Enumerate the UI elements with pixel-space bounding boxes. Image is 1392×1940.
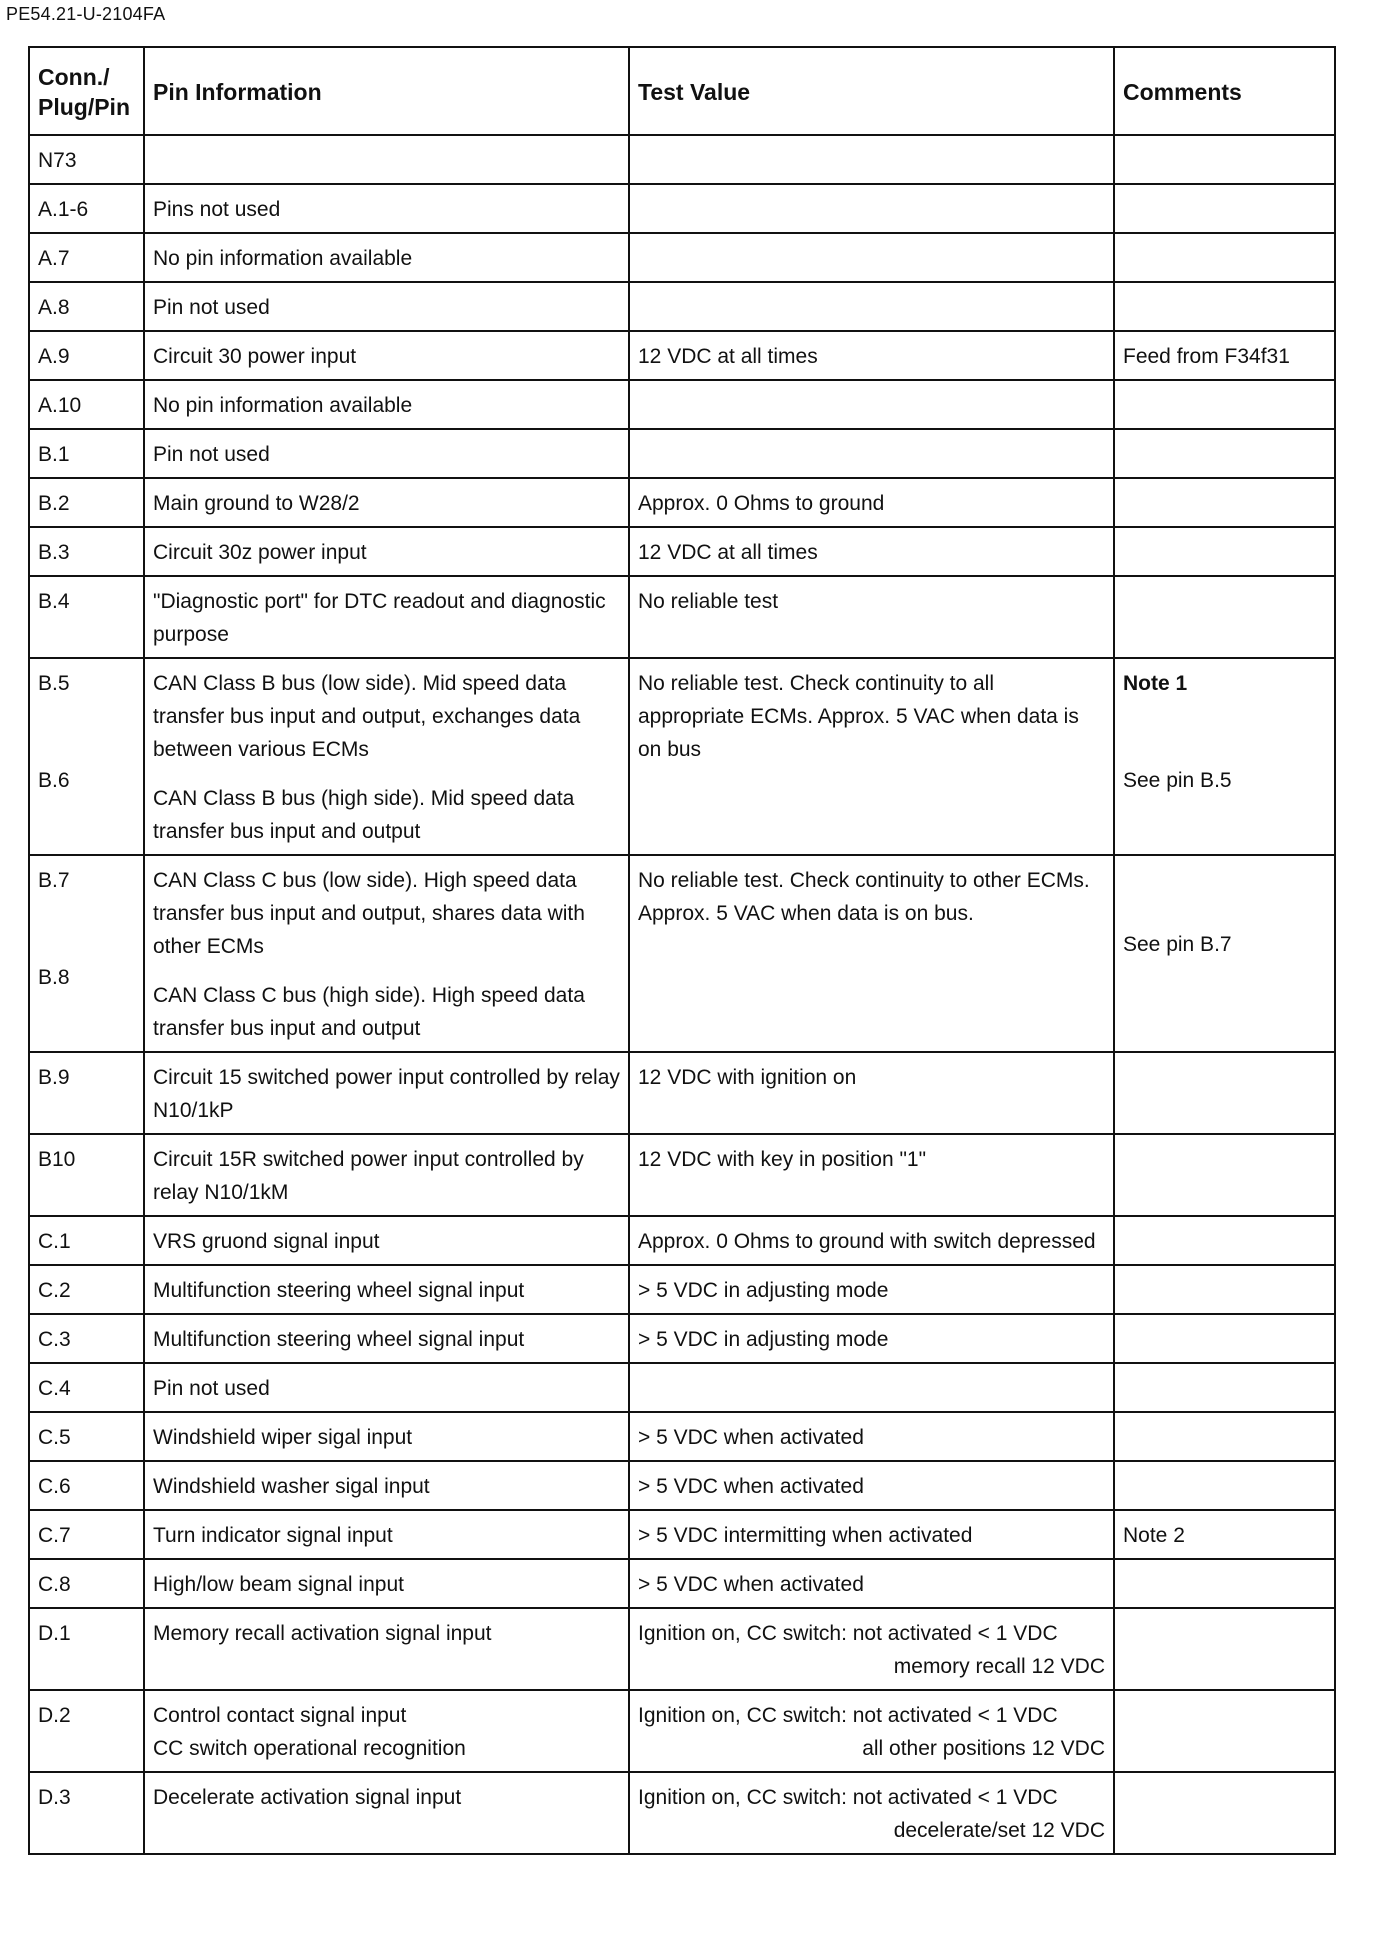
pin-cell: B.3: [29, 527, 144, 576]
test-cell: > 5 VDC in adjusting mode: [629, 1314, 1114, 1363]
table-row-group-b7: [29, 855, 1335, 1052]
info-cell: [144, 1690, 629, 1772]
info-cell: [144, 855, 629, 1052]
pin-cell: C.5: [29, 1412, 144, 1461]
info-cell: No pin information available: [144, 380, 629, 429]
comment-cell: [1114, 282, 1335, 331]
info-cell: Circuit 30 power input: [144, 331, 629, 380]
test-line-1: Ignition on, CC switch: not activated < 1 VDC: [638, 1704, 1058, 1727]
table-row: [29, 1216, 1335, 1265]
pin-b6: B.6: [38, 769, 70, 792]
comment-cell: [1114, 527, 1335, 576]
info-cell: Circuit 15R switched power input controlled by relay N10/1kM: [144, 1134, 629, 1216]
info-cell: High/low beam signal input: [144, 1559, 629, 1608]
pin-cell: D.3: [29, 1772, 144, 1854]
test-cell: > 5 VDC intermitting when activated: [629, 1510, 1114, 1559]
comment-cell: Note 2: [1114, 1510, 1335, 1559]
info-cell: Circuit 30z power input: [144, 527, 629, 576]
comment-cell: [1114, 1608, 1335, 1690]
table-row: [29, 1134, 1335, 1216]
comment-cell: [1114, 1772, 1335, 1854]
table-row: [29, 1510, 1335, 1559]
pin-cell: C.7: [29, 1510, 144, 1559]
test-cell: No reliable test: [629, 576, 1114, 658]
pin-cell: C.3: [29, 1314, 144, 1363]
info-b5: CAN Class B bus (low side). Mid speed data transfer bus input and output, exchanges data between various ECMs: [153, 672, 581, 761]
comment-cell: [1114, 1363, 1335, 1412]
test-cell: [629, 184, 1114, 233]
table-row: [29, 1363, 1335, 1412]
table-row-group-b5: [29, 658, 1335, 855]
pin-cell: C.4: [29, 1363, 144, 1412]
test-cell: > 5 VDC when activated: [629, 1461, 1114, 1510]
info-line-1: Control contact signal input: [153, 1704, 407, 1727]
test-cell: 12 VDC with key in position "1": [629, 1134, 1114, 1216]
pin-cell: A.1-6: [29, 184, 144, 233]
table-row: [29, 1052, 1335, 1134]
comment-b8: See pin B.7: [1123, 933, 1232, 956]
test-cell: Approx. 0 Ohms to ground: [629, 478, 1114, 527]
info-cell: [144, 1772, 629, 1854]
test-line-1: Ignition on, CC switch: not activated < 1 VDC: [638, 1622, 1058, 1645]
table-row: [29, 576, 1335, 658]
test-cell: [629, 429, 1114, 478]
table-row: [29, 527, 1335, 576]
header-test: Test Value: [629, 47, 1114, 135]
test-line-2: all other positions 12 VDC: [862, 1737, 1105, 1760]
comment-cell: [1114, 184, 1335, 233]
test-line-1: Ignition on, CC switch: not activated < 1 VDC: [638, 1786, 1058, 1809]
table-row: [29, 1461, 1335, 1510]
table-row: [29, 1690, 1335, 1772]
document-id: PE54.21-U-2104FA: [6, 4, 166, 24]
test-cell: 12 VDC at all times: [629, 527, 1114, 576]
table-row: [29, 135, 1335, 184]
pin-b5: B.5: [38, 672, 70, 695]
comment-cell: [1114, 658, 1335, 855]
comment-cell: [1114, 1461, 1335, 1510]
header-comments: Comments: [1114, 47, 1335, 135]
info-cell: Pin not used: [144, 1363, 629, 1412]
test-cell: No reliable test. Check continuity to all appropriate ECMs. Approx. 5 VAC when data is on bus: [629, 658, 1114, 855]
test-cell: [629, 1363, 1114, 1412]
test-line-2: memory recall 12 VDC: [893, 1655, 1105, 1678]
info-cell: Turn indicator signal input: [144, 1510, 629, 1559]
pin-cell: B.4: [29, 576, 144, 658]
test-cell: > 5 VDC when activated: [629, 1559, 1114, 1608]
info-cell: [144, 135, 629, 184]
table-row: [29, 429, 1335, 478]
test-cell: > 5 VDC in adjusting mode: [629, 1265, 1114, 1314]
comment-cell: [1114, 855, 1335, 1052]
info-b8: CAN Class C bus (high side). High speed data transfer bus input and output: [153, 984, 585, 1040]
comment-cell: [1114, 478, 1335, 527]
info-cell: Pin not used: [144, 429, 629, 478]
info-cell: Multifunction steering wheel signal input: [144, 1314, 629, 1363]
comment-cell: Feed from F34f31: [1114, 331, 1335, 380]
table-row: [29, 1559, 1335, 1608]
info-line-1: Decelerate activation signal input: [153, 1786, 462, 1809]
table-row: [29, 380, 1335, 429]
table-row: [29, 184, 1335, 233]
table-row: [29, 1772, 1335, 1854]
test-cell: 12 VDC with ignition on: [629, 1052, 1114, 1134]
info-cell: Multifunction steering wheel signal input: [144, 1265, 629, 1314]
table-row: [29, 1314, 1335, 1363]
pin-cell: A.8: [29, 282, 144, 331]
pin-cell: C.6: [29, 1461, 144, 1510]
info-cell: [144, 1608, 629, 1690]
info-cell: "Diagnostic port" for DTC readout and diagnostic purpose: [144, 576, 629, 658]
pin-b8: B.8: [38, 966, 70, 989]
test-cell: [629, 380, 1114, 429]
test-line-2: decelerate/set 12 VDC: [893, 1819, 1105, 1842]
pin-cell: B.2: [29, 478, 144, 527]
header-info: Pin Information: [144, 47, 629, 135]
table-row: [29, 282, 1335, 331]
info-b6: CAN Class B bus (high side). Mid speed data transfer bus input and output: [153, 787, 575, 843]
info-cell: Windshield washer sigal input: [144, 1461, 629, 1510]
pin-cell: C.1: [29, 1216, 144, 1265]
test-cell: 12 VDC at all times: [629, 331, 1114, 380]
pin-cell: A.9: [29, 331, 144, 380]
comment-b6: See pin B.5: [1123, 769, 1232, 792]
info-cell: Circuit 15 switched power input controlled by relay N10/1kP: [144, 1052, 629, 1134]
comment-cell: [1114, 1134, 1335, 1216]
comment-cell: [1114, 429, 1335, 478]
comment-cell: [1114, 1216, 1335, 1265]
test-cell: [629, 233, 1114, 282]
pin-cell: C.2: [29, 1265, 144, 1314]
comment-cell: [1114, 576, 1335, 658]
comment-cell: [1114, 1690, 1335, 1772]
comment-cell: [1114, 1559, 1335, 1608]
pin-rows: [29, 135, 1335, 1854]
info-cell: Pins not used: [144, 184, 629, 233]
comment-cell: [1114, 1412, 1335, 1461]
table-row: [29, 1412, 1335, 1461]
pin-cell: N73: [29, 135, 144, 184]
pin-cell: A.7: [29, 233, 144, 282]
table-row: [29, 1608, 1335, 1690]
test-cell: [629, 282, 1114, 331]
info-line-2: CC switch operational recognition: [153, 1737, 466, 1760]
test-cell: Approx. 0 Ohms to ground with switch depressed: [629, 1216, 1114, 1265]
info-cell: No pin information available: [144, 233, 629, 282]
pin-cell: B.1: [29, 429, 144, 478]
table-row: [29, 233, 1335, 282]
test-cell: [629, 1690, 1114, 1772]
pin-cell: [29, 855, 144, 1052]
test-cell: [629, 135, 1114, 184]
info-cell: VRS gruond signal input: [144, 1216, 629, 1265]
test-cell: > 5 VDC when activated: [629, 1412, 1114, 1461]
pin-cell: B.9: [29, 1052, 144, 1134]
table-header-row: [29, 47, 1335, 135]
comment-cell: [1114, 1314, 1335, 1363]
info-cell: Main ground to W28/2: [144, 478, 629, 527]
info-cell: Pin not used: [144, 282, 629, 331]
info-b7: CAN Class C bus (low side). High speed data transfer bus input and output, shares data with other ECMs: [153, 869, 585, 958]
pin-cell: C.8: [29, 1559, 144, 1608]
comment-cell: [1114, 1265, 1335, 1314]
comment-cell: [1114, 135, 1335, 184]
pin-cell: D.2: [29, 1690, 144, 1772]
test-cell: [629, 1608, 1114, 1690]
comment-cell: [1114, 380, 1335, 429]
test-cell: No reliable test. Check continuity to other ECMs. Approx. 5 VAC when data is on bus.: [629, 855, 1114, 1052]
header-pin: Conn./ Plug/Pin: [29, 47, 144, 135]
comment-cell: [1114, 233, 1335, 282]
table-row: [29, 331, 1335, 380]
pin-cell: A.10: [29, 380, 144, 429]
table-row: [29, 1265, 1335, 1314]
pin-cell: D.1: [29, 1608, 144, 1690]
info-line-1: Memory recall activation signal input: [153, 1622, 492, 1645]
pin-cell: B10: [29, 1134, 144, 1216]
test-cell: [629, 1772, 1114, 1854]
info-cell: Windshield wiper sigal input: [144, 1412, 629, 1461]
comment-cell: [1114, 1052, 1335, 1134]
pin-cell: [29, 658, 144, 855]
table-row: [29, 478, 1335, 527]
pin-b7: B.7: [38, 869, 70, 892]
info-cell: [144, 658, 629, 855]
comment-b5: Note 1: [1123, 672, 1188, 695]
pin-table: [28, 46, 1336, 1855]
